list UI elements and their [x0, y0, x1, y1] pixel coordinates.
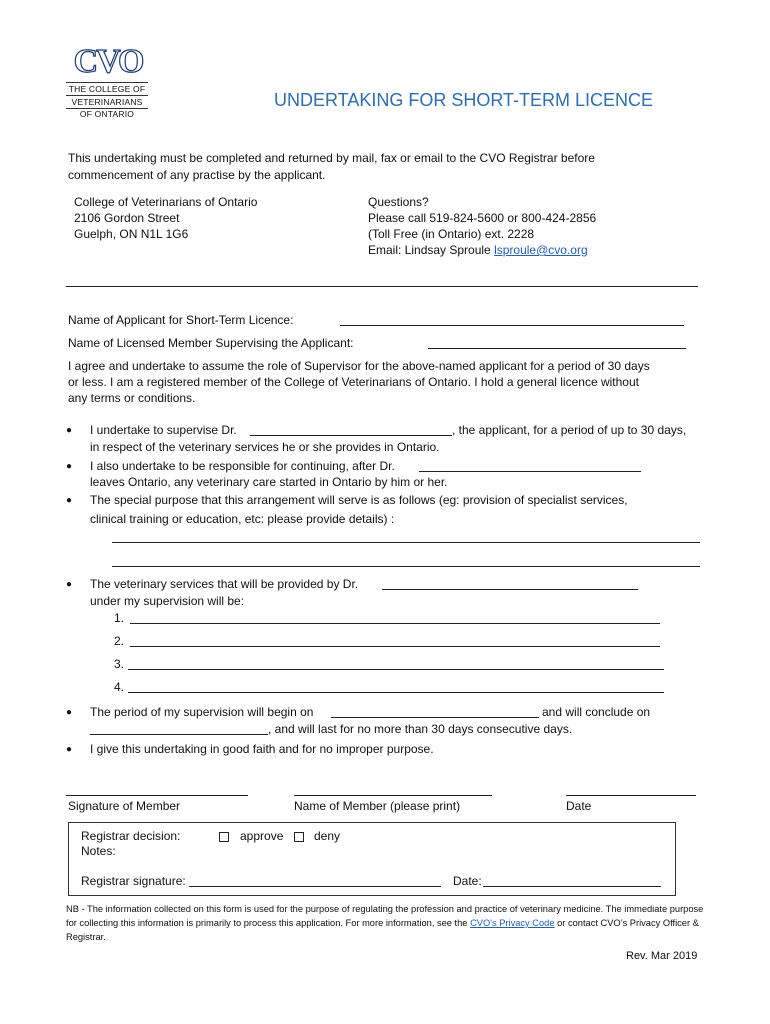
- bullet-4-line-2: under my supervision will be:: [90, 594, 245, 608]
- logo-line-1: THE COLLEGE OF: [68, 84, 146, 94]
- questions-email: [368, 243, 588, 257]
- section-divider: [66, 286, 698, 287]
- bullet-3-line-1: The special purpose that this arrangement will serve is as follows (eg: provision of specialist services,: [90, 493, 628, 507]
- revision-date: Rev. Mar 2019: [626, 950, 698, 962]
- purpose-field-2[interactable]: [112, 566, 700, 567]
- agreement-line-2: or less. I am a registered member of the College of Veterinarians of Ontario. I hold a general licence without: [68, 375, 639, 389]
- deny-checkbox[interactable]: [294, 832, 304, 842]
- service-field-3[interactable]: [128, 669, 664, 670]
- bullet-1-line-2: in respect of the veterinary services he or she provides in Ontario.: [90, 440, 440, 454]
- page-title: UNDERTAKING FOR SHORT-TERM LICENCE: [274, 90, 654, 110]
- service-number-4: 4.: [114, 680, 125, 694]
- address-line-3: Guelph, ON N1L 1G6: [74, 227, 189, 241]
- agreement-line-3: any terms or conditions.: [68, 391, 196, 405]
- address-line-2: 2106 Gordon Street: [74, 211, 180, 225]
- bullet-1-prefix: I undertake to supervise Dr.: [90, 423, 237, 437]
- logo-divider: [66, 82, 148, 83]
- services-dr-field[interactable]: [382, 589, 638, 590]
- service-field-1[interactable]: [130, 623, 660, 624]
- bullet-1-suffix: , the applicant, for a period of up to 30 days,: [452, 423, 687, 437]
- bullet-icon: ●: [66, 495, 73, 506]
- bullet-5-prefix: The period of my supervision will begin on: [90, 705, 314, 719]
- email-prefix: Email: Lindsay Sproule: [368, 243, 495, 257]
- intro-line-2: commencement of any practise by the applicant.: [68, 168, 326, 182]
- bullet-2-line-2: leaves Ontario, any veterinary care started in Ontario by him or her.: [90, 475, 448, 489]
- applicant-name-field[interactable]: [340, 325, 684, 326]
- member-signature-field[interactable]: [66, 795, 248, 796]
- agreement-line-1: I agree and undertake to assume the role of Supervisor for the above-named applicant for a period of 30 days: [68, 359, 650, 373]
- cvo-logo: [66, 44, 150, 76]
- bullet-6: I give this undertaking in good faith and for no improper purpose.: [90, 742, 434, 756]
- begin-date-field[interactable]: [331, 717, 539, 718]
- bullet-icon: ●: [66, 707, 73, 718]
- bullet-icon: ●: [66, 579, 73, 590]
- bullet-5-mid: and will conclude on: [542, 705, 651, 719]
- bullet-4-prefix: The veterinary services that will be provided by Dr.: [90, 577, 359, 591]
- cvo-logo-mark: [66, 44, 150, 76]
- bullet-5-line-2: , and will last for no more than 30 days consecutive days.: [268, 722, 573, 736]
- email-link[interactable]: lsproule@cvo.org: [494, 243, 588, 257]
- bullet-3-line-2: clinical training or education, etc: please provide details) :: [90, 512, 395, 526]
- registrar-signature-field[interactable]: [189, 886, 441, 887]
- service-number-1: 1.: [114, 611, 125, 625]
- approve-checkbox[interactable]: [219, 832, 229, 842]
- bullet-2-prefix: I also undertake to be responsible for continuing, after Dr.: [90, 459, 395, 473]
- date-label: Date: [566, 799, 592, 813]
- end-date-field[interactable]: [90, 734, 268, 735]
- registrar-signature-label: Registrar signature:: [81, 874, 186, 888]
- address-line-1: College of Veterinarians of Ontario: [74, 195, 258, 209]
- continuing-dr-field[interactable]: [419, 471, 641, 472]
- service-number-2: 2.: [114, 634, 125, 648]
- privacy-note-text-2: or contact CVO’s Privacy Officer & Registrar.: [66, 918, 699, 942]
- bullet-icon: ●: [66, 425, 73, 436]
- approve-label: approve: [240, 829, 284, 843]
- cvo-logo-letters: CVO: [73, 44, 143, 76]
- registrar-section: [68, 822, 676, 896]
- questions-tollfree: (Toll Free (in Ontario) ext. 2228: [368, 227, 535, 241]
- logo-divider: [66, 95, 148, 96]
- supervise-dr-field[interactable]: [250, 435, 452, 436]
- bullet-icon: ●: [66, 461, 73, 472]
- signature-label: Signature of Member: [68, 799, 181, 813]
- logo-line-3: OF ONTARIO: [79, 109, 135, 119]
- service-number-3: 3.: [114, 657, 125, 671]
- signature-date-field[interactable]: [566, 795, 696, 796]
- registrar-date-field[interactable]: [483, 886, 661, 887]
- registrar-date-label: Date:: [453, 874, 482, 888]
- privacy-note-text-1: NB - The information collected on this form is used for the purpose of regulating the profession and practice of veterinary medicine. The immediate purpose for collecting this information is primarily to process this application. For more information, see the: [66, 904, 704, 928]
- applicant-name-label: Name of Applicant for Short-Term Licence:: [68, 313, 294, 327]
- bullet-icon: ●: [66, 744, 73, 755]
- questions-heading: Questions?: [368, 195, 429, 209]
- service-field-4[interactable]: [128, 692, 664, 693]
- member-name-label: Name of Licensed Member Supervising the Applicant:: [68, 336, 354, 350]
- questions-phone: Please call 519-824-5600 or 800-424-2856: [368, 211, 597, 225]
- privacy-code-link[interactable]: CVO's Privacy Code: [470, 918, 555, 928]
- member-name-field[interactable]: [428, 348, 686, 349]
- intro-line-1: This undertaking must be completed and returned by mail, fax or email to the CVO Registrar before: [68, 151, 595, 165]
- member-print-name-field[interactable]: [294, 795, 492, 796]
- service-field-2[interactable]: [130, 646, 660, 647]
- purpose-field-1[interactable]: [112, 542, 700, 543]
- deny-label: deny: [314, 829, 341, 843]
- print-name-label: Name of Member (please print): [294, 799, 461, 813]
- notes-label: Notes:: [81, 844, 116, 858]
- logo-line-2: VETERINARIANS: [71, 97, 143, 107]
- registrar-decision-label: Registrar decision:: [81, 829, 181, 843]
- privacy-note: [66, 902, 706, 944]
